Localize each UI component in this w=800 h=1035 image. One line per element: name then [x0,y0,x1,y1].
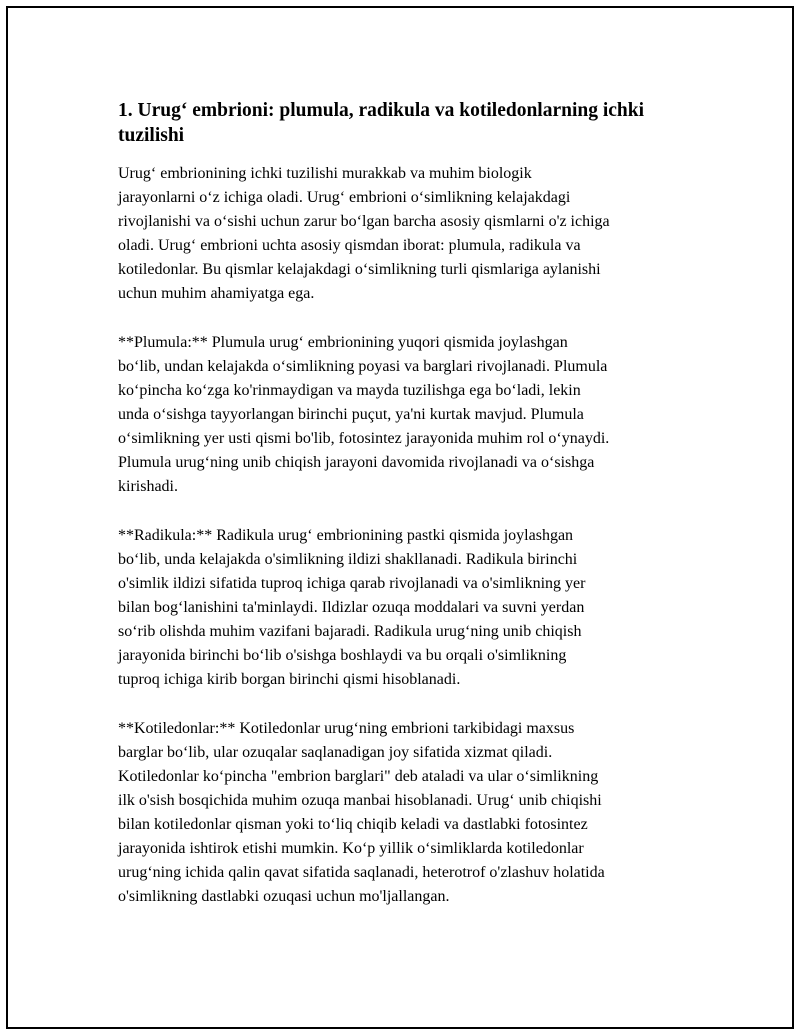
section-heading: 1. Urug‘ embrioni: plumula, radikula va kotiledonlarning ichki tuzilishi [118,100,645,146]
paragraph-kotiledonlar: **Kotiledonlar:** Kotiledonlar urug‘ning embrioni tarkibidagi maxsus barglar bo‘lib, ular ozuqalar saqlanadigan joy sifatida xizmat qiladi. Kotiledonlar ko‘pincha "embrion barglari" deb ataladi va ular o‘simlikning ilk o'sish bosqichida muhim ozuqa manbai hisoblanadi. Urug‘ unib chiqishi bilan kotiledonlar qisman yoki to‘liq chiqib keladi va dastlabki fotosintez jarayonida ishtirok etishi mumkin. Ko‘p yillik o‘simliklarda kotiledonlar urug‘ning ichida qalin qavat sifatida saqlanadi, heterotrof o'zlashuv holatida o'simlikning dastlabki ozuqasi uchun mo'ljallangan. [118,720,605,905]
paragraph-radikula: **Radikula:** Radikula urug‘ embrionining pastki qismida joylashgan bo‘lib, unda kelajakda o'simlikning ildizi shakllanadi. Radikula birinchi o'simlik ildizi sifatida tuproq ichiga qarab rivojlanadi va o'simlikning yer bilan bog‘lanishini ta'minlaydi. Ildizlar ozuqa moddalari va suvni yerdan so‘rib olishda muhim vazifani bajaradi. Radikula urug‘ning unib chiqish jarayonida birinchi bo‘lib o'sishga boshlaydi va bu orqali o'simlikning tuproq ichiga kirib borgan birinchi qismi hisoblanadi. [118,527,586,688]
document-body [118,98,708,934]
paragraph-plumula: **Plumula:** Plumula urug‘ embrionining yuqori qismida joylashgan bo‘lib, undan kelajakda o‘simlikning poyasi va barglari rivojlanadi. Plumula ko‘pincha ko‘zga ko'rinmaydigan va mayda tuzilishga ega bo‘ladi, lekin unda o‘sishga tayyorlangan birinchi puçut, ya'ni kurtak mavjud. Plumula o‘simlikning yer usti qismi bo'lib, fotosintez jarayonida muhim rol o‘ynaydi. Plumula urug‘ning unib chiqish jarayoni davomida rivojlanadi va o‘sishga kirishadi. [118,334,610,495]
paragraph-intro: Urug‘ embrionining ichki tuzilishi murakkab va muhim biologik jarayonlarni o‘z ichiga oladi. Urug‘ embrioni o‘simlikning kelajakdagi rivojlanishi va o‘sishi uchun zarur bo‘lgan barcha asosiy qismlarni o'z ichiga oladi. Urug‘ embrioni uchta asosiy qismdan iborat: plumula, radikula va kotiledonlar. Bu qismlar kelajakdagi o‘simlikning turli qismlariga aylanishi uchun muhim ahamiyatga ega. [118,165,610,302]
document-page [6,6,794,1029]
